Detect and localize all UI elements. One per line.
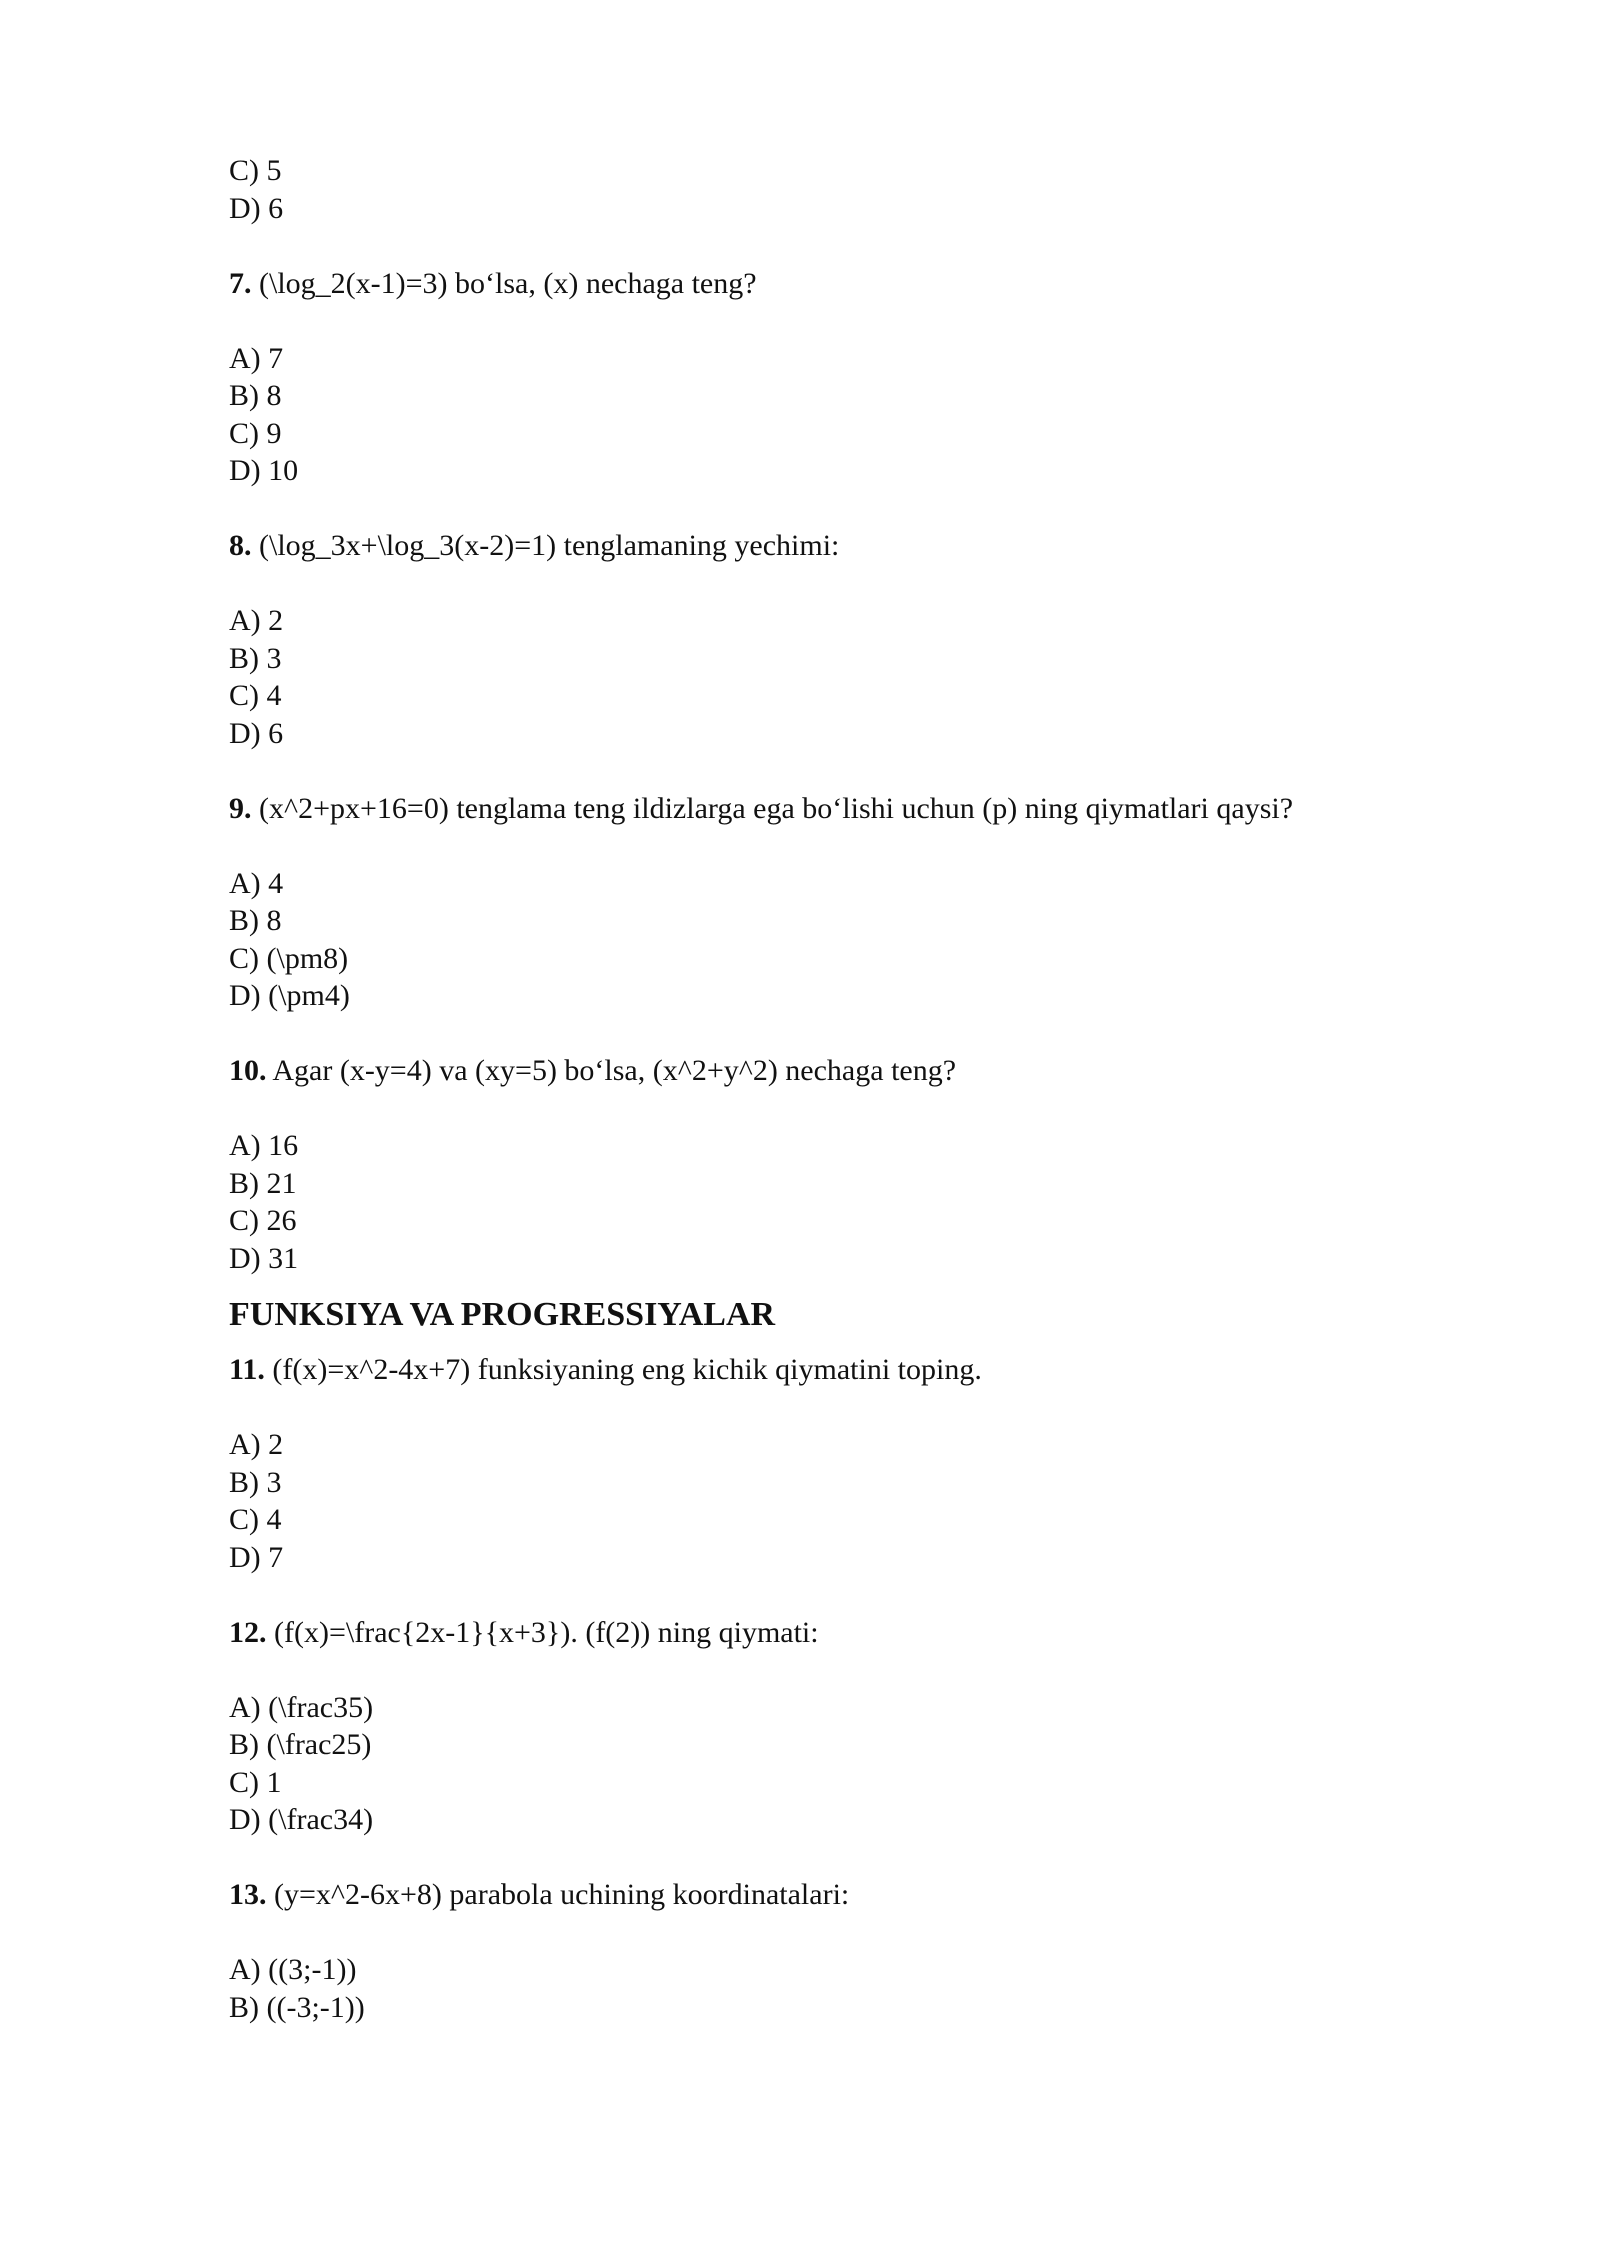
answer-option: C) 5 xyxy=(229,154,282,187)
question-text: Agar (x-y=4) va (xy=5) bo‘lsa, (x^2+y^2) nechaga teng? xyxy=(272,1054,957,1087)
section-heading: FUNKSIYA VA PROGRESSIYALAR xyxy=(229,1296,776,1333)
answer-option: C) 4 xyxy=(229,679,282,712)
question-block xyxy=(229,1351,1429,1576)
answer-option: B) 8 xyxy=(229,904,282,937)
answer-option: A) 2 xyxy=(229,604,284,637)
answer-option: B) 3 xyxy=(229,641,282,675)
answer-option: D) 7 xyxy=(229,1540,284,1574)
answer-option: D) 6 xyxy=(229,191,284,225)
answer-option: D) (\pm4) xyxy=(229,979,350,1012)
answer-option: C) (\pm8) xyxy=(229,941,349,975)
answer-option: B) 8 xyxy=(229,379,282,412)
question-text: (f(x)=x^2-4x+7) funksiyaning eng kichik qiymatini toping. xyxy=(272,1353,982,1386)
answer-option: D) 31 xyxy=(229,1241,299,1275)
question-line xyxy=(229,1052,1429,1090)
answer-option: B) ((-3;-1)) xyxy=(229,1990,365,2024)
question-number: 11. xyxy=(229,1353,265,1386)
question-text: (\log_2(x-1)=3) bo‘lsa, (x) nechaga teng? xyxy=(259,266,757,300)
question-line xyxy=(229,527,1429,565)
question-number: 10. xyxy=(229,1054,267,1087)
question-number: 13. xyxy=(229,1878,267,1911)
carryover-options xyxy=(229,152,1429,227)
answer-option: A) 2 xyxy=(229,1428,284,1461)
question-line xyxy=(229,1876,1429,1914)
answer-option: B) (\frac25) xyxy=(229,1728,372,1761)
question-block xyxy=(229,790,1429,1015)
question-number: 9. xyxy=(229,791,252,825)
question-number: 7. xyxy=(229,266,252,300)
answer-option: A) 4 xyxy=(229,866,284,900)
page-content xyxy=(229,152,1429,2026)
question-line xyxy=(229,265,1429,303)
answer-option: B) 3 xyxy=(229,1465,282,1499)
answer-option: A) 7 xyxy=(229,341,284,375)
answer-option: D) 10 xyxy=(229,454,299,487)
answer-option: B) 21 xyxy=(229,1166,297,1200)
question-block xyxy=(229,1614,1429,1839)
question-number: 8. xyxy=(229,529,252,562)
question-line xyxy=(229,1614,1429,1652)
question-block xyxy=(229,527,1429,752)
answer-option: A) 16 xyxy=(229,1129,299,1162)
question-block xyxy=(229,1876,1429,2026)
question-line xyxy=(229,1351,1429,1389)
question-text: (y=x^2-6x+8) parabola uchining koordinatalari: xyxy=(274,1878,850,1911)
answer-option: C) 26 xyxy=(229,1204,297,1237)
question-text: (x^2+px+16=0) tenglama teng ildizlarga ega bo‘lishi uchun (p) ning qiymatlari qaysi? xyxy=(259,791,1294,825)
question-block xyxy=(229,1052,1429,1277)
answer-option: C) 1 xyxy=(229,1765,282,1799)
question-line xyxy=(229,790,1429,828)
answer-option: C) 9 xyxy=(229,416,282,450)
answer-option: D) 6 xyxy=(229,716,284,750)
question-text: (f(x)=\frac{2x-1}{x+3}). (f(2)) ning qiymati: xyxy=(274,1615,819,1649)
answer-option: D) (\frac34) xyxy=(229,1803,374,1836)
answer-option: A) (\frac35) xyxy=(229,1690,374,1724)
question-number: 12. xyxy=(229,1615,267,1649)
question-text: (\log_3x+\log_3(x-2)=1) tenglamaning yechimi: xyxy=(259,529,840,562)
answer-option: A) ((3;-1)) xyxy=(229,1953,357,1986)
answer-option: C) 4 xyxy=(229,1503,282,1536)
question-block xyxy=(229,265,1429,490)
